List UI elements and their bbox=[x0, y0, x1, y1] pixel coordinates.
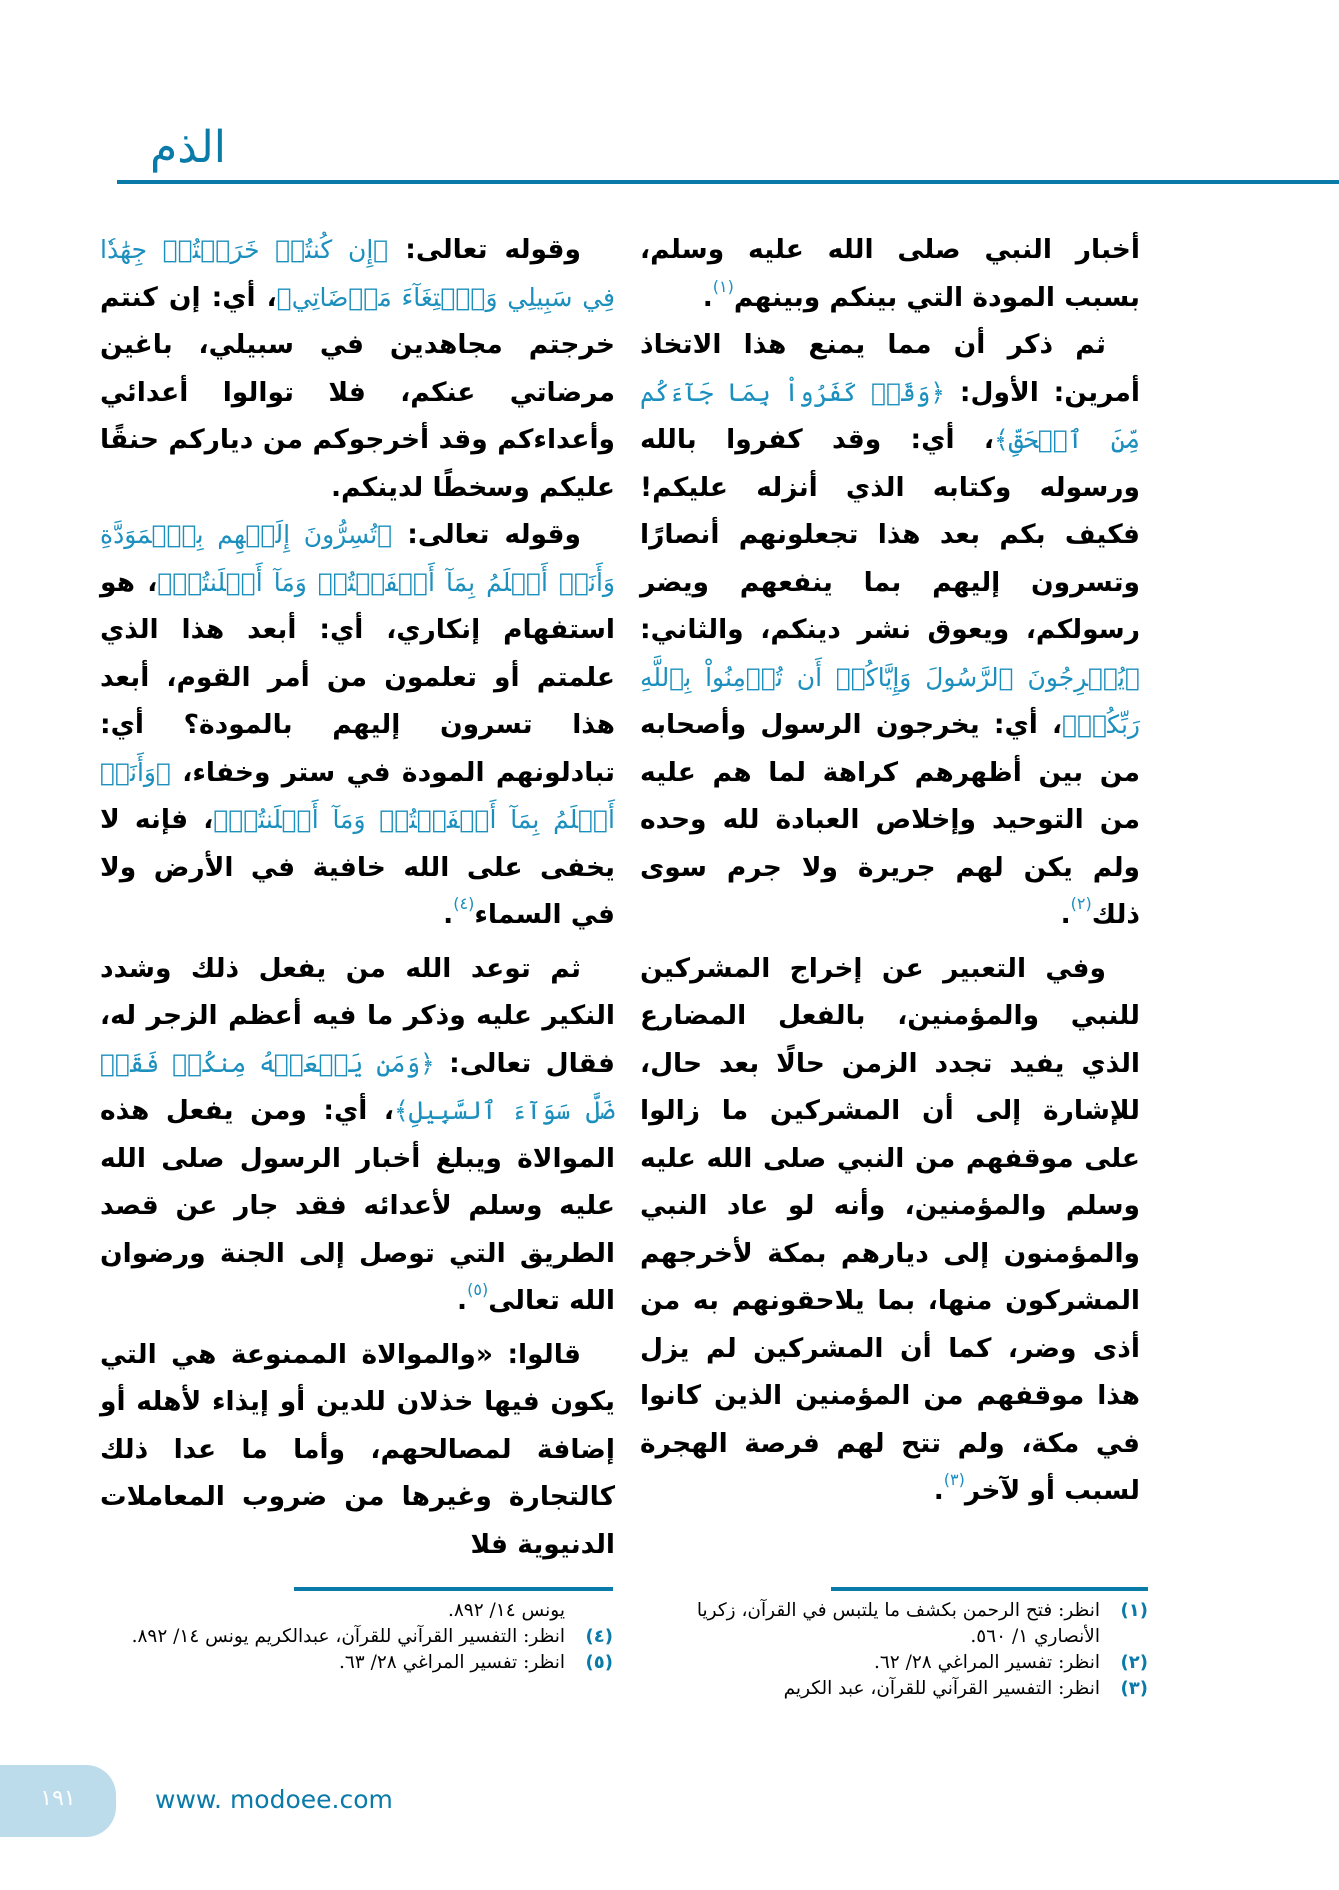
quran-verse: ﴿وَمَن يَفۡعَلۡهُ مِنكُمۡ فَقَدۡ ضَلَّ سَوَآءَ ٱلسَّبِيلِ﴾ bbox=[100, 1048, 616, 1125]
footnote-ref[interactable]: (٥) bbox=[467, 1280, 489, 1299]
paragraph bbox=[100, 1331, 615, 1569]
paragraph-text: ، فإنه لا يخفى على الله خافية في الأرض ولا في السماء bbox=[100, 804, 615, 930]
footnote-number: (٣) bbox=[1120, 1678, 1148, 1699]
paragraph-end: . bbox=[443, 899, 454, 930]
quran-verse: ﴿وَقَدۡ كَفَرُواْ بِمَا جَآءَكُم مِّنَ ٱلۡحَقِّ﴾ bbox=[640, 377, 1140, 454]
paragraph-text: أخبار النبي صلى الله عليه وسلم، بسبب المودة التي بينكم وبينهم bbox=[640, 234, 1140, 313]
paragraph-text: وقوله تعالى: bbox=[388, 234, 581, 265]
footnote-continuation bbox=[100, 1598, 613, 1624]
paragraph-text: ، أي: إن كنتم خرجتم مجاهدين في سبيلي، باغين مرضاتي عنكم، فلا توالوا أعدائي وأعداءكم وقد أخرجوكم من دياركم حنقًا عليكم وسخطًا لدينكم. bbox=[100, 281, 615, 503]
paragraph-text: ، أي: يخرجون الرسول وأصحابه من بين أظهرهم كراهة لما هم عليه من التوحيد وإخلاص العبادة لله وحده ولم يكن لهم جريرة ولا جرم سوى ذلك bbox=[640, 709, 1140, 930]
page-number: ١٩١ bbox=[40, 1786, 76, 1811]
footnote-divider bbox=[294, 1587, 613, 1591]
footnote-ref[interactable]: (٣) bbox=[943, 1470, 965, 1489]
footnote bbox=[100, 1624, 613, 1650]
footnote-ref[interactable]: (٤) bbox=[453, 894, 475, 913]
footnote bbox=[640, 1598, 1148, 1650]
paragraph-end: . bbox=[1060, 899, 1071, 930]
footnote-number: (٤) bbox=[585, 1626, 613, 1647]
paragraph bbox=[100, 511, 615, 939]
quran-verse: ﴿يُخۡرِجُونَ ٱلرَّسُولَ وَإِيَّاكُمۡ أَن تُؤۡمِنُواْ بِٱللَّهِ رَبِّكُمۡ﴾ bbox=[640, 662, 1140, 739]
paragraph-text: ، أي: ومن يفعل هذه الموالاة ويبلغ أخبار الرسول صلى الله عليه وسلم لأعدائه فقد جار عن قصد الطريق التي توصل إلى الجنة ورضوان الله تعالى bbox=[100, 1095, 615, 1316]
section-title: الذم bbox=[150, 122, 226, 173]
footnote bbox=[640, 1650, 1148, 1676]
header-divider bbox=[117, 180, 1339, 184]
footnote-divider bbox=[831, 1587, 1148, 1591]
paragraph-end: . bbox=[933, 1475, 944, 1506]
paragraph bbox=[100, 945, 615, 1325]
paragraph-text: وقوله تعالى: bbox=[392, 519, 581, 550]
footnote-number: (٥) bbox=[585, 1652, 613, 1673]
paragraph-text: ثم ذكر أن مما يمنع هذا الاتخاذ أمرين: الأول: bbox=[640, 329, 1140, 408]
paragraph-end: . bbox=[702, 281, 713, 313]
quran-verse: ﴿إِن كُنتُمۡ خَرَجۡتُمۡ جِهَٰدٗا فِي سَبِيلِي وَٱبۡتِغَآءَ مَرۡضَاتِي﴾ bbox=[100, 235, 615, 312]
footnote-text: انظر: تفسير المراغي ٢٨/ ٦٣. bbox=[338, 1652, 565, 1673]
paragraph bbox=[640, 945, 1140, 1515]
footnote-number: (١) bbox=[1120, 1600, 1148, 1621]
paragraph bbox=[640, 226, 1140, 321]
footnote-ref[interactable]: (١) bbox=[712, 276, 734, 296]
paragraph-text: ، هو استفهام إنكاري، أي: أبعد هذا الذي علمتم أو تعلمون من أمر القوم، أبعد هذا تسرون إليهم بالمودة؟ أي: تبادلونهم المودة في ستر وخفاء، bbox=[100, 566, 615, 788]
paragraph-text: قالوا: «والموالاة الممنوعة هي التي يكون فيها خذلان للدين أو إيذاء لأهله أو إضافة لمصالحهم، وأما ما عدا ذلك كالتجارة وغيرها من ضروب المعاملات الدنيوية فلا bbox=[100, 1338, 615, 1560]
footnotes-right bbox=[640, 1598, 1148, 1702]
footnote-text: انظر: التفسير القرآني للقرآن، عبدالكريم يونس ١٤/ ٨٩٢. bbox=[131, 1626, 565, 1647]
quran-verse: ﴿وَأَنَا۠ أَعۡلَمُ بِمَآ أَخۡفَيۡتُمۡ وَمَآ أَعۡلَنتُمۡ﴾ bbox=[100, 757, 615, 834]
quran-verse: ﴿تُسِرُّونَ إِلَيۡهِم بِٱلۡمَوَدَّةِ وَأَنَا۠ أَعۡلَمُ بِمَآ أَخۡفَيۡتُمۡ وَمَآ أَعۡلَنتُمۡ﴾ bbox=[100, 520, 615, 597]
footnote bbox=[640, 1676, 1148, 1702]
footnote-text: انظر: فتح الرحمن بكشف ما يلتبس في القرآن، زكريا الأنصاري ١/ ٥٦٠. bbox=[696, 1600, 1100, 1647]
right-column bbox=[640, 226, 1140, 1515]
paragraph-text: ، أي: وقد كفروا بالله ورسوله وكتابه الذي أنزله عليكم! فكيف بكم بعد هذا تجعلونهم أنصارًا وتسرون إليهم بما ينفعهم ويضر رسولكم، ويعوق نشر دينكم، والثاني: bbox=[640, 424, 1140, 645]
footnote-text: انظر: تفسير المراغي ٢٨/ ٦٢. bbox=[873, 1652, 1100, 1673]
website-link[interactable]: www. modoee.com bbox=[155, 1785, 393, 1814]
footnote-ref[interactable]: (٢) bbox=[1070, 894, 1092, 913]
footnote-text: انظر: التفسير القرآني للقرآن، عبد الكريم bbox=[783, 1678, 1100, 1699]
paragraph bbox=[640, 321, 1140, 939]
footnote-number: (٢) bbox=[1120, 1652, 1148, 1673]
footnote-text: يونس ١٤/ ٨٩٢. bbox=[447, 1600, 565, 1621]
paragraph-text: وفي التعبير عن إخراج المشركين للنبي والمؤمنين، بالفعل المضارع الذي يفيد تجدد الزمن حالًا بعد حال، للإشارة إلى أن المشركين ما زالوا على موقفهم من النبي صلى الله عليه وسلم والمؤمنين، وأنه لو عاد النبي والمؤمنون إلى ديارهم بمكة لأخرجهم المشركون منها، بما يلاحقونهم به من أذى وضر، كما أن المشركين لم يزل هذا موقفهم من المؤمنين الذين كانوا في مكة، ولم تتح لهم فرصة الهجرة لسبب أو لآخر bbox=[640, 952, 1140, 1506]
paragraph-end: . bbox=[457, 1285, 468, 1316]
footnote bbox=[100, 1650, 613, 1676]
footnotes-left bbox=[100, 1598, 613, 1676]
paragraph-text: ثم توعد الله من يفعل ذلك وشدد النكير عليه وذكر ما فيه أعظم الزجر له، فقال تعالى: bbox=[100, 952, 615, 1079]
paragraph bbox=[100, 226, 615, 511]
left-column bbox=[100, 226, 615, 1568]
